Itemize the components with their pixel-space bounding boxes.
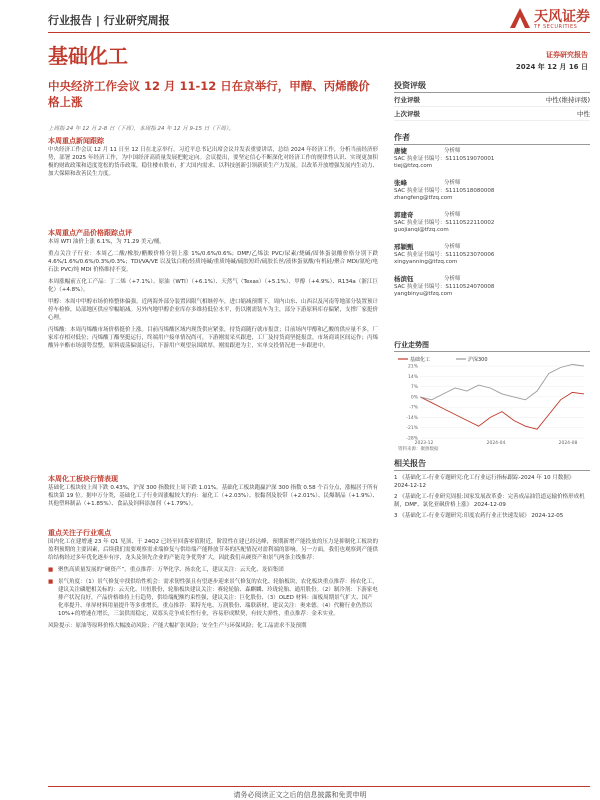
trend-chart-svg xyxy=(394,352,590,452)
authors-header: 作者 xyxy=(394,132,590,145)
author-name: 张峰 xyxy=(394,179,407,187)
author-email[interactable]: zhangfeng@tfzq.com xyxy=(394,195,453,201)
period-note: 上周指 24 年 12 月 2-8 日（下周），本周指 24 年 12 月 9-15 日（下周）。 xyxy=(48,126,234,132)
x-tick-label: 2024-04 xyxy=(486,441,506,446)
rating-row xyxy=(394,93,590,107)
author-entry xyxy=(394,180,590,210)
related-report-item[interactable]: 2 《基础化工-行业研究周报:国家发展改革委：完善成品油管道运输价格形成机制，DMF、氯化亚砜价格上涨》 2024-12-09 xyxy=(394,494,585,508)
footer-disclaimer: 请务必阅读正文之后的信息披露和免责申明 xyxy=(233,791,367,799)
logo-text-cn: 天风证券 xyxy=(534,9,590,25)
author-role: 分析师 xyxy=(444,276,461,282)
section-body: 中央经济工作会议 12 月 11 日至 12 日在北京举行。习近平总书记出席会议并发表重要讲话，总结 2024 年经济工作，分析当前经济形势，部署 2025 年经济工作，为中国经济高质量发展把舵定向。会议提出，要坚定信心不断深化对经济工作的规律性认识、实现更加积极的财政政策和适度宽松的货币政策，稳住楼市股市，扩大国内需求、以科技创新引领新质生产力发展。以改革开放增强发展内生动力、加大保障和改善民生力度。 xyxy=(48,147,379,177)
author-role: 分析师 xyxy=(444,244,461,250)
bullet-text: 聚焦高质量发展的“硬资产”。重点推荐：万华化学、扬农化工，建议关注：云天化、龙佰集团 xyxy=(58,567,284,573)
section-title: 重点关注子行业观点 xyxy=(48,529,111,537)
section-body: 基础化工板块较上周下跌 0.43%，沪深 300 指数较上周下跌 1.01%。基础化工板块跑赢沪深 300 指数 0.58 个百分点，涨幅居于所有板块第 19 位。据申万分类，基础化工子行业周涨幅较大的有：氟化工（+2.03%）、胶黏剂及胶带（+2.01%）、民爆制品（+1.9%）、其他塑料制品（+1.85%）、食品及饲料添加剂（+1.79%）。 xyxy=(48,485,378,507)
author-role: 分析师 xyxy=(444,148,461,154)
section-views xyxy=(48,528,378,630)
report-date: 2024 年 12 月 16 日 xyxy=(515,63,588,71)
y-tick-label: 21% xyxy=(407,364,418,370)
series-line-2 xyxy=(420,365,584,400)
rating-panel xyxy=(394,80,590,121)
rating-header: 投资评级 xyxy=(394,80,590,93)
y-tick-label: -21% xyxy=(406,426,418,432)
related-report-item[interactable]: 3 《基础化工-行业专题研究:印度农药行业正快速发展》 2024-12-05 xyxy=(394,513,564,519)
list-item xyxy=(48,566,378,574)
methanol-text: 甲醇：本周中甲醇市场价格整体偏强。近两海外部分装置因限气相继停车，进口缩减预期下，周内山东、山西以及河南等地部分装置预计停车检修，局部地区供应窄幅缩减。另外内地甲醇企业库存多维持低位水平，仍以刚需装车为主，部分下游原料库存偏紧，支撑厂家挺价心理。 xyxy=(48,299,379,321)
list-item xyxy=(48,578,378,618)
bullet-icon: ■ xyxy=(48,567,54,573)
y-tick-label: 0% xyxy=(410,395,418,401)
section-body: 国内化工在建增速 23 年 Q1 见顶、于 24Q2 已经至回落零值附近，阶段性在建已经达峰，预期新增产能投放的压力是抑制化工板块的盈利预期的主要因素，后续我们需要观察需求端修复与供给端产能释放节奏的匹配情况对盈利端的影响。另一方面，我们也观察到产能供给结构经过多年优化逐步有序，龙头及领先企业的产能竞争优势扩大，因此我们从硬资产和景气两条主线推荐： xyxy=(48,539,379,561)
acrylic-acid-text: 丙烯酸：本周丙烯酸市场价格挺价上涨。目前丙烯酸区域内现货供应紧张，持货商随行就市报盘；目前场内甲醇和乙酸的供应量不多，厂家库存相对低位；丙烯酸丁酯坚挺运行，终端用户接单情况尚可，下游刚需采买跟进，工厂及持货商坚挺报盘，市场商谈区间运作；丙烯酸异辛酯市场弱势盘整，原料震荡偏弱运行，下游用户观望氛围浓厚，刚需跟进为主，实单交投情况进一步跟进中。 xyxy=(48,327,379,349)
industry-trend-chart xyxy=(394,340,590,462)
legend-label: 沪深300 xyxy=(468,357,488,363)
author-entry xyxy=(394,244,590,274)
author-name: 杨滨钰 xyxy=(394,275,414,283)
author-cert: SAC 执业证书编号：S1110523070006 xyxy=(394,251,495,258)
author-entry xyxy=(394,212,590,242)
report-category-tag: 行业报告 | 行业研究周报 xyxy=(48,14,170,27)
y-tick-label: 14% xyxy=(407,374,418,380)
related-header: 相关报告 xyxy=(394,458,590,471)
y-tick-label: -7% xyxy=(409,405,418,411)
risk-warning: 风险提示：原油等原料价格大幅波动风险；产能大幅扩张风险；安全生产与环保风险；化工品需求不及预期 xyxy=(48,623,307,629)
author-entry xyxy=(394,276,590,306)
legend-label: 基础化工 xyxy=(410,357,431,363)
y-tick-label: -14% xyxy=(406,415,418,421)
author-cert: SAC 执业证书编号：S1110522110002 xyxy=(394,219,495,226)
section-title: 本周重点新闻跟踪 xyxy=(48,137,104,145)
author-cert: SAC 执业证书编号：S1110519070001 xyxy=(394,155,495,162)
author-name: 唐婕 xyxy=(394,147,407,155)
author-role: 分析师 xyxy=(444,180,461,186)
bullet-text: 景气角度：（1）景气修复中找供给性机会：需求韧性强且有望逐步迎来景气修复的农化、轮胎板块，农化板块重点推荐：扬农化工，建议关注磷肥相关标的：云天化、川恒股份，轮胎板块建议关注：赛轮轮胎、森麒麟、玲珑轮胎、通用股份。（2）制冷剂：下游家电排产状况良好，产品价格维持上行趋势，供给端配额约束性强，建议关注：巨化股份、（3）OLED 材料：面板周期景气扩大、国产化率提升、单屏材料用量提升等多重增长，重点推荐：莱特光电、万润股份、瑞联新材，建议关注：奥来德。（4）代糖行业仍然以 10%+的增速在增长，三氯供需稳定，双寡头竞争成长性行业，容易形成默契，有较大弹性，重点推荐：金禾实业。 xyxy=(58,579,378,617)
logo-mark-icon xyxy=(508,6,532,30)
author-email[interactable]: yangbinyu@tfzq.com xyxy=(394,291,453,297)
author-email[interactable]: tiej@tfzq.com xyxy=(394,163,433,169)
y-tick-label: -28% xyxy=(406,436,418,442)
header-divider xyxy=(48,32,590,33)
author-role: 分析师 xyxy=(444,212,461,218)
x-tick-label: 2024-08 xyxy=(558,441,578,446)
oil-price-text: 本周 WTI 油价上涨 6.1%，为 71.29 美元/桶。 xyxy=(48,239,165,245)
y-tick-label: 7% xyxy=(410,385,418,391)
section-market xyxy=(48,474,378,508)
rating-value: 中性 xyxy=(577,110,590,118)
x-tick-label: 2023-12 xyxy=(414,441,434,446)
author-cert: SAC 执业证书编号：S1110518080008 xyxy=(394,187,495,194)
author-name: 邢颖甄 xyxy=(394,243,414,251)
brand-logo xyxy=(508,4,590,34)
footer-divider xyxy=(48,786,590,787)
focus-subsector-text: 重点关注子行业：本周乙二酸/橡胶/醋酸价格分别上涨 1%/0.6%/0.6%；DMF/乙烯法 PVC/尿素/烧碱/固体蛋氨酸价格分别下跌 4.6%/1.6%/0.6%/0.3%/0.3%；TDI/VA/VE 以及钛白粉/轻质纯碱/重质纯碱/硫胶短纤/硫胶长丝/液体蛋氨酸/有机硅/聚合 MDI/氨纶/电石法 PVC/纯 MDI 价格维持不变。 xyxy=(48,251,378,273)
series-line-1 xyxy=(420,392,584,429)
authors-panel xyxy=(394,132,590,145)
section-prices xyxy=(48,228,378,350)
author-email[interactable]: xingyanning@tfzq.com xyxy=(394,259,458,265)
chart-title: 行业走势图 xyxy=(394,340,590,352)
logo-text-en: TF SECURITIES xyxy=(534,24,578,30)
rating-key: 上次评级 xyxy=(394,110,420,118)
sector-title: 基础化工 xyxy=(48,44,128,68)
section-title: 本周重点产品价格跟踪点评 xyxy=(48,229,132,237)
bullet-icon: ■ xyxy=(48,579,54,585)
author-name: 郭建奇 xyxy=(394,211,414,219)
section-title: 本周化工板块行情表现 xyxy=(48,475,118,483)
author-cert: SAC 执业证书编号：S1110524070008 xyxy=(394,283,495,290)
related-reports xyxy=(394,458,590,520)
report-headline: 中央经济工作会议 12 月 11-12 日在京举行，甲醇、丙烯酸价格上涨 xyxy=(48,79,370,109)
rating-key: 行业评级 xyxy=(394,96,420,104)
rating-row xyxy=(394,107,590,121)
chart-source: 资料来源：聚源数据 xyxy=(398,447,439,452)
rating-value: 中性(维持评级) xyxy=(545,96,590,104)
report-type: 证券研究报告 xyxy=(546,51,588,59)
related-report-item[interactable]: 1 《基础化工-行业专题研究:化工行业运行指标跟踪-2024 年 10 月数据》 2024-12-12 xyxy=(394,475,575,489)
top-gainers-text: 本周涨幅前五化工产品：丁二烯（+7.1%）、原油（WTI）（+6.1%）、天然气（Texas）（+5.1%）、甲醇（+4.9%）、R134a（浙江巨化）（+4.8%）。 xyxy=(48,279,378,293)
section-news xyxy=(48,136,378,178)
author-entry xyxy=(394,148,590,178)
author-email[interactable]: guojianqi@tfzq.com xyxy=(394,227,449,233)
